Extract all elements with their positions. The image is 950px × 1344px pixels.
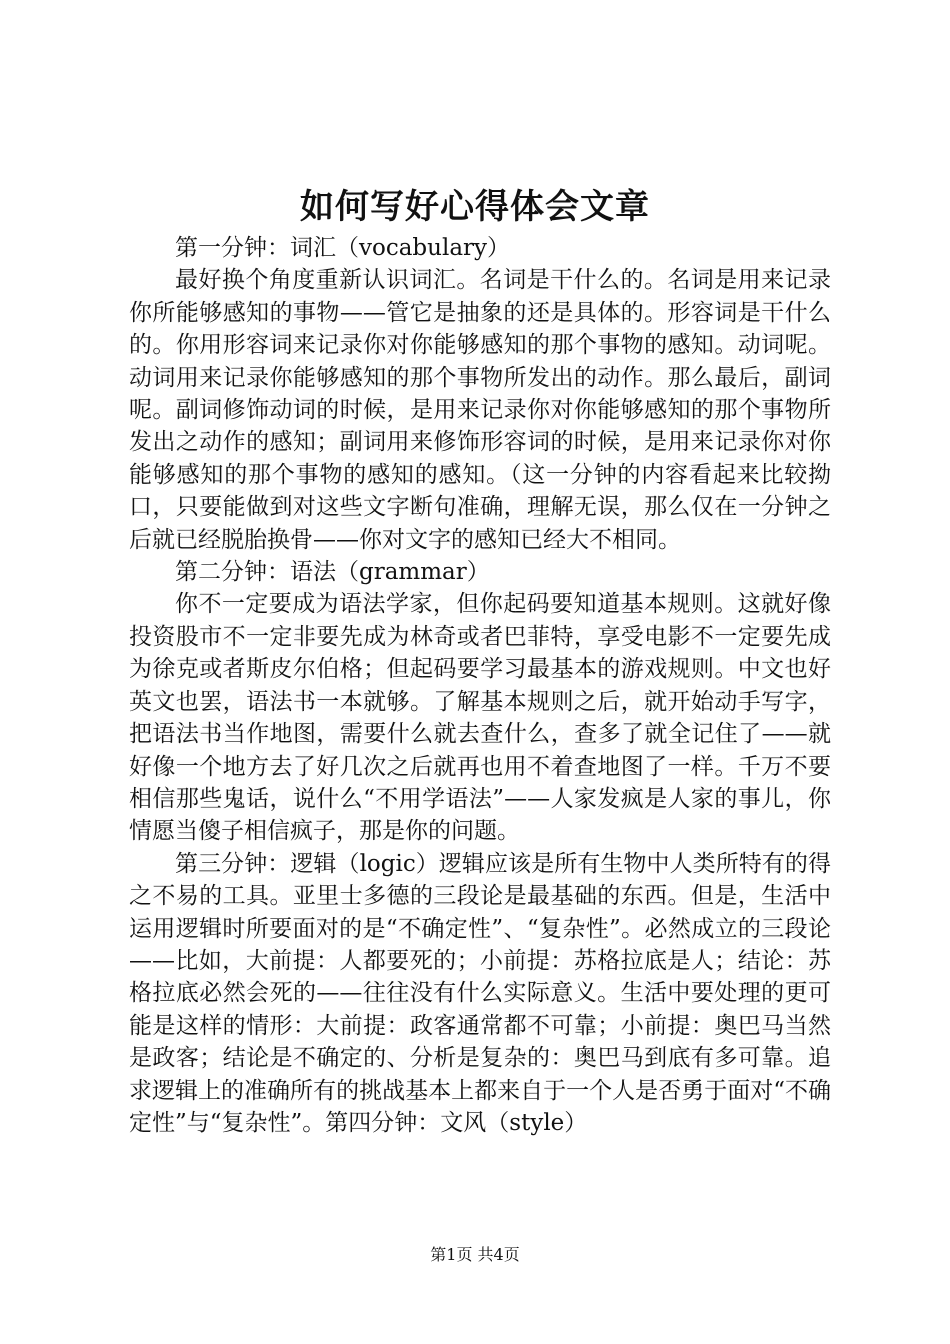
document-title: 如何写好心得体会文章 [300, 187, 650, 227]
paragraph-vocabulary: 最好换个角度重新认识词汇。名词是干什么的。名词是用来记录你所能够感知的事物——管它是抽象的还是具体的。形容词是干什么的。你用形容词来记录你对你能够感知的那个事物的感知。动词呢。动词用来记录你能够感知的那个事物所发出的动作。那么最后，副词呢。副词修饰动词的时候，是用来记录你对你能够感知的那个事物所发出之动作的感知；副词用来修饰形容词的时候，是用来记录你对你能够感知的那个事物的感知的感知。（这一分钟的内容看起来比较拗口，只要能做到对这些文字断句准确，理解无误，那么仅在一分钟之后就已经脱胎换骨——你对文字的感知已经大不相同。 [129, 267, 831, 553]
document-body [129, 232, 831, 1139]
page-number: 第1页 共4页 [430, 1245, 520, 1264]
paragraph-logic: 第三分钟：逻辑（logic）逻辑应该是所有生物中人类所特有的得之不易的工具。亚里士多德的三段论是最基础的东西。但是，生活中运用逻辑时所要面对的是“不确定性”、“复杂性”。必然成立的三段论——比如，大前提：人都要死的；小前提：苏格拉底是人；结论：苏格拉底必然会死的——往往没有什么实际意义。生活中要处理的更可能是这样的情形：大前提：政客通常都不可靠；小前提：奥巴马当然是政客；结论是不确定的、分析是复杂的：奥巴马到底有多可靠。追求逻辑上的准确所有的挑战基本上都来自于一个人是否勇于面对“不确定性”与“复杂性”。第四分钟：文风（style） [129, 850, 831, 1136]
paragraph-grammar: 你不一定要成为语法学家，但你起码要知道基本规则。这就好像投资股市不一定非要先成为林奇或者巴菲特，享受电影不一定要先成为徐克或者斯皮尔伯格；但起码要学习最基本的游戏规则。中文也好英文也罢，语法书一本就够。了解基本规则之后，就开始动手写字，把语法书当作地图，需要什么就去查什么，查多了就全记住了——就好像一个地方去了好几次之后就再也用不着查地图了一样。千万不要相信那些鬼话，说什么“不用学语法”——人家发疯是人家的事儿，你情愿当傻子相信疯子，那是你的问题。 [129, 591, 831, 845]
section-heading-vocabulary: 第一分钟：词汇（vocabulary） [175, 235, 511, 261]
section-heading-grammar: 第二分钟：语法（grammar） [175, 559, 490, 586]
